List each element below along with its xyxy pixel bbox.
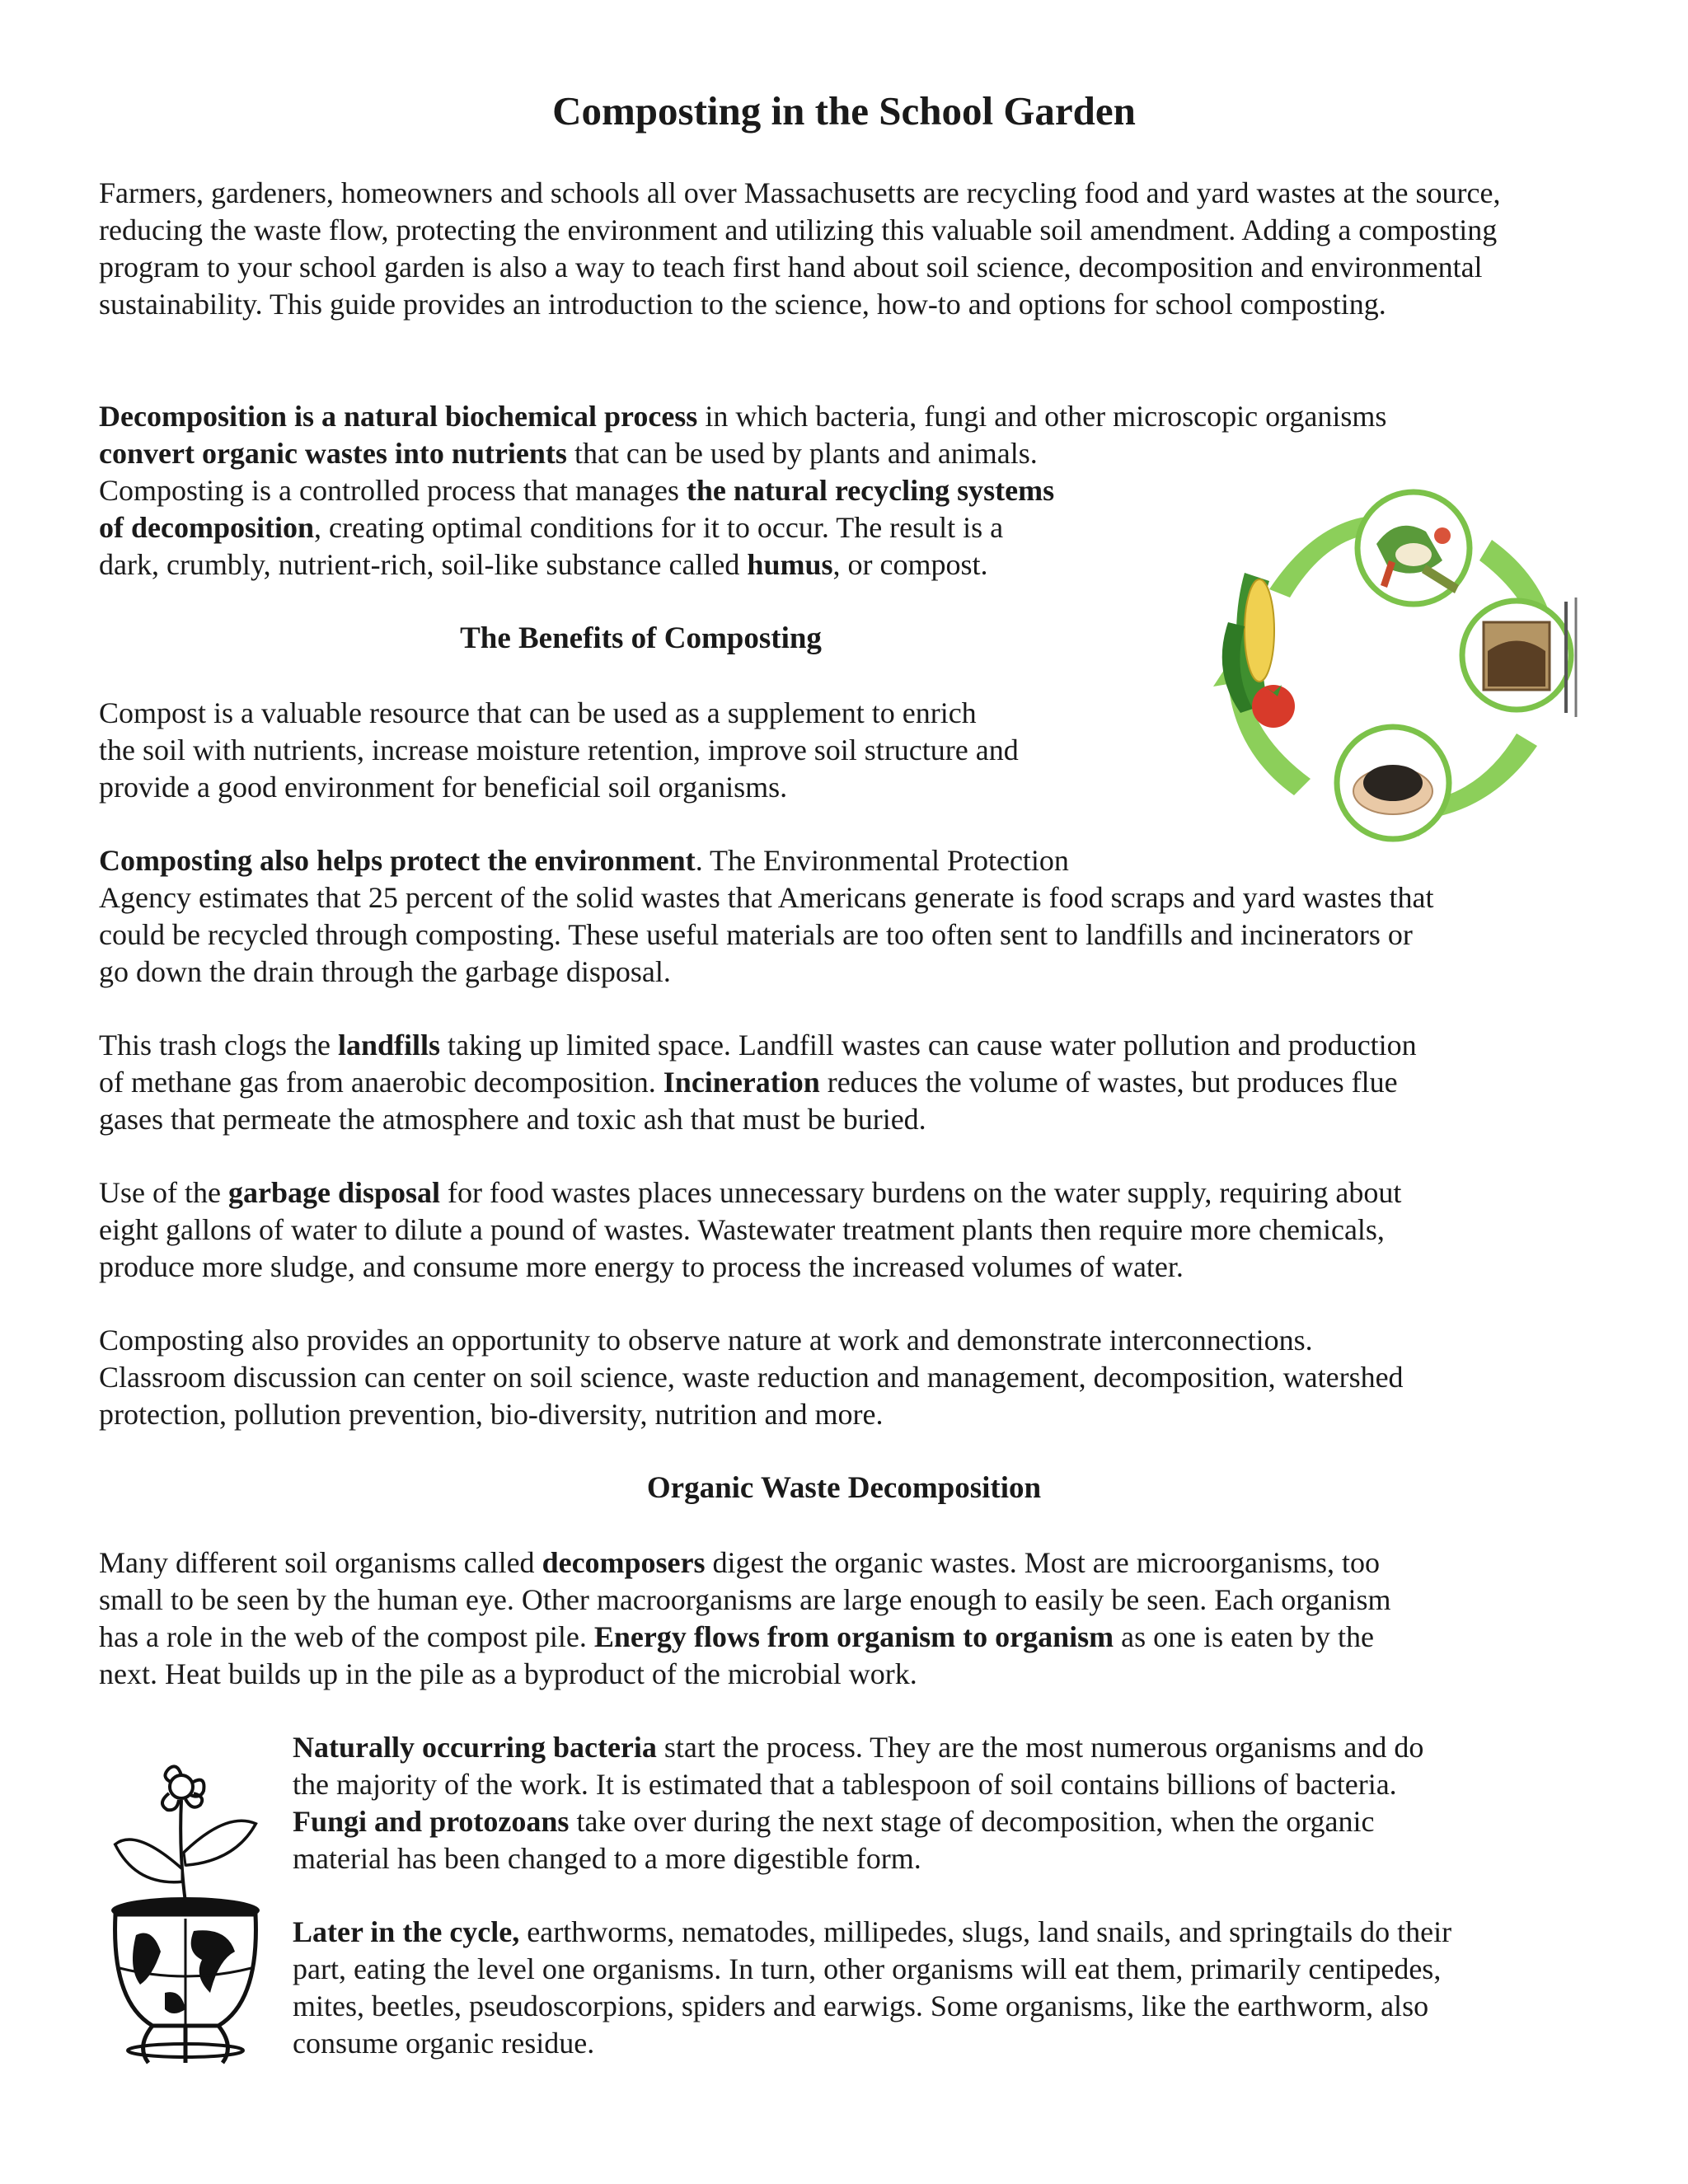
soil-hands-circle <box>1337 727 1449 839</box>
text-line: protection, pollution prevention, bio-diversity, nutrition and more. <box>99 1398 884 1431</box>
text-line: convert organic wastes into nutrients that can be used by plants and animals. <box>99 437 1038 470</box>
text-line: Composting is a controlled process that manages the natural recycling systems <box>99 474 1055 507</box>
text-line: material has been changed to a more digestible form. <box>293 1842 921 1875</box>
text-line: of methane gas from anaerobic decomposition. Incineration reduces the volume of wastes, but produces flue <box>99 1066 1398 1099</box>
text-line: eight gallons of water to dilute a pound of wastes. Wastewater treatment plants then require more chemicals, <box>99 1213 1385 1246</box>
text-line: Naturally occurring bacteria start the process. They are the most numerous organisms and do <box>293 1731 1424 1764</box>
text-line: could be recycled through composting. These useful materials are too often sent to landfills and incinerators or <box>99 918 1413 951</box>
food-scraps-circle <box>1357 492 1470 604</box>
intro-paragraph: Farmers, gardeners, homeowners and schools all over Massachusetts are recycling food and yard wastes at the source, reducing the waste flow, protecting the environment and utilizing this valuable soil amendment. Adding a composting program to your school garden is also a way to teach first hand about soil science, decomposition and environmental sustainability. This guide provides an introduction to the science, how-to and options for school composting. <box>99 176 1501 321</box>
text-line: the soil with nutrients, increase moisture retention, improve soil structure and <box>99 733 1019 766</box>
text-line: part, eating the level one organisms. In turn, other organisms will eat them, primarily centipedes, <box>293 1952 1442 1985</box>
compost-cycle-illustration <box>1195 466 1587 857</box>
text-line: Use of the garbage disposal for food wastes places unnecessary burdens on the water supply, requiring about <box>99 1176 1402 1209</box>
text-line: the majority of the work. It is estimated that a tablespoon of soil contains billions of bacteria. <box>293 1768 1397 1801</box>
page-title: Composting in the School Garden <box>552 88 1136 134</box>
text-line: has a role in the web of the compost pile. Energy flows from organism to organism as one is eaten by the <box>99 1620 1375 1653</box>
text-line: mites, beetles, pseudoscorpions, spiders and earwigs. Some organisms, like the earthworm, also <box>293 1990 1429 2022</box>
text-line: This trash clogs the landfills taking up limited space. Landfill wastes can cause water pollution and production <box>99 1029 1417 1062</box>
text-line: small to be seen by the human eye. Other macroorganisms are large enough to easily be seen. Each organism <box>99 1583 1391 1616</box>
text-line: Composting also helps protect the environment. The Environmental Protection <box>99 844 1069 877</box>
text-line: Compost is a valuable resource that can be used as a supplement to enrich <box>99 696 977 729</box>
text-line: dark, crumbly, nutrient-rich, soil-like substance called humus, or compost. <box>99 548 988 581</box>
text-line: Composting also provides an opportunity to observe nature at work and demonstrate interconnections. <box>99 1324 1313 1357</box>
flower-pot-illustration <box>103 1754 272 2075</box>
compost-bin-circle <box>1462 598 1576 717</box>
text-line: Decomposition is a natural biochemical process in which bacteria, fungi and other microscopic organisms <box>99 400 1387 433</box>
text-line: Agency estimates that 25 percent of the solid wastes that Americans generate is food scraps and yard wastes that <box>99 881 1434 914</box>
text-line: consume organic residue. <box>293 2027 595 2060</box>
text-line: go down the drain through the garbage disposal. <box>99 955 671 988</box>
text-line: Many different soil organisms called decomposers digest the organic wastes. Most are microorganisms, too <box>99 1546 1381 1579</box>
text-line: Fungi and protozoans take over during the next stage of decomposition, when the organic <box>293 1805 1375 1838</box>
text-line: Classroom discussion can center on soil science, waste reduction and management, decomposition, watershed <box>99 1361 1404 1394</box>
text-line: provide a good environment for beneficial soil organisms. <box>99 771 788 804</box>
text-line: Later in the cycle, earthworms, nematodes, millipedes, slugs, land snails, and springtails do their <box>293 1915 1452 1948</box>
organic-heading: Organic Waste Decomposition <box>646 1471 1042 1505</box>
text-line: next. Heat builds up in the pile as a byproduct of the microbial work. <box>99 1657 917 1690</box>
text-line: gases that permeate the atmosphere and toxic ash that must be buried. <box>99 1103 926 1136</box>
text-line: produce more sludge, and consume more energy to process the increased volumes of water. <box>99 1250 1184 1283</box>
text-line: of decomposition, creating optimal conditions for it to occur. The result is a <box>99 511 1004 544</box>
benefits-heading: The Benefits of Composting <box>460 621 822 655</box>
